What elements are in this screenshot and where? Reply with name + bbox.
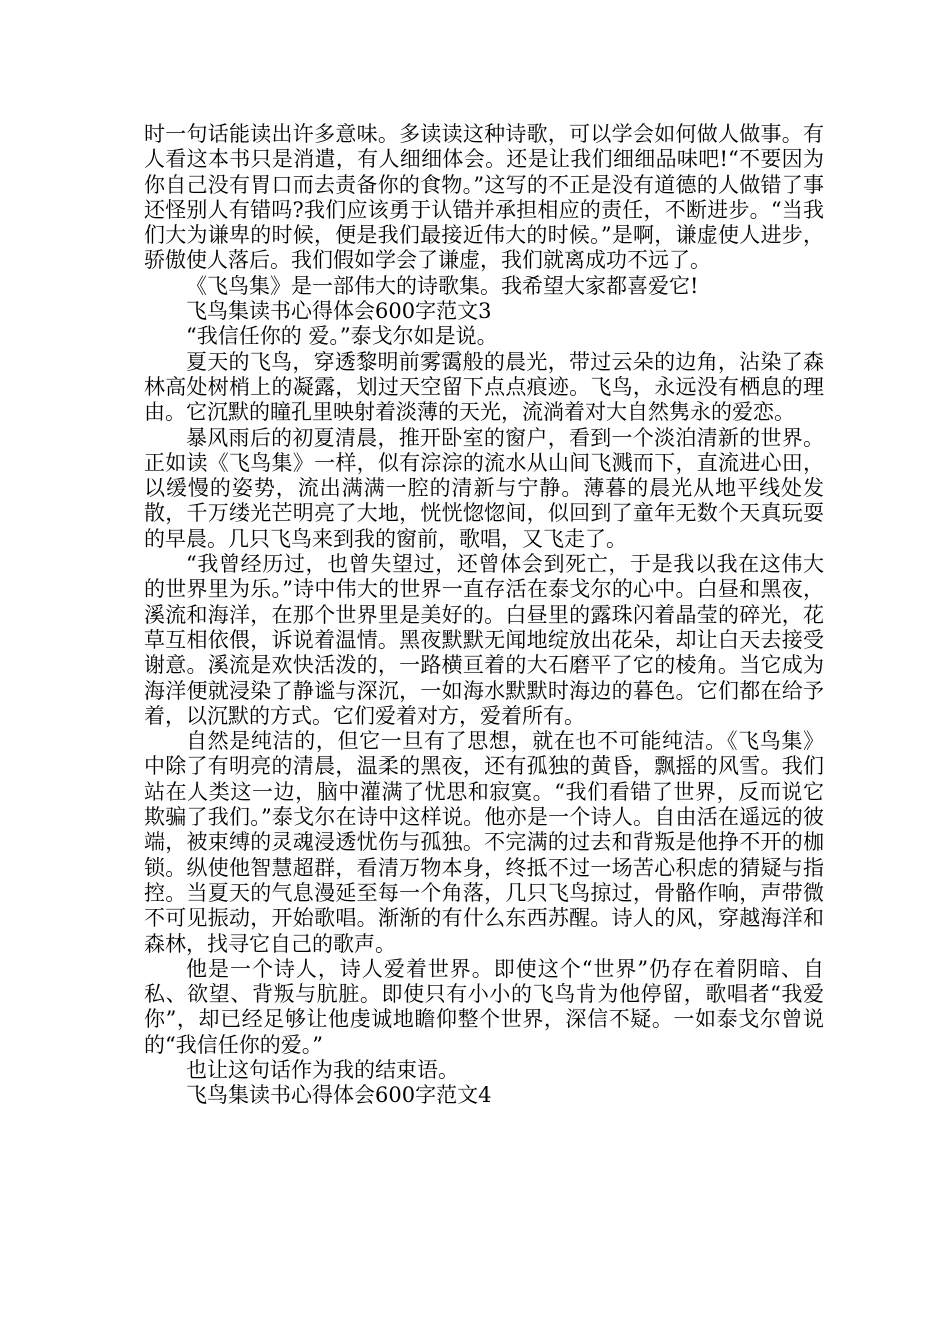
document-body <box>144 122 824 1109</box>
paragraph-7: “我曾经历过，也曾失望过，还曾体会到死亡，于是我以我在这伟大的世界里为乐。”诗中伟大的世界一直存活在泰戈尔的心中。白昼和黑夜，溪流和海洋，在那个世界里是美好的。白昼里的露珠闪着晶莹的碎光，花草互相依偎，诉说着温情。黑夜默默无闻地绽放出花朵，却让白天去接受谢意。溪流是欢快活泼的，一路横亘着的大石磨平了它的棱角。当它成为海洋便就浸染了静谧与深沉，一如海水默默时海边的暮色。它们都在给予着，以沉默的方式。它们爱着对方，爱着所有。 <box>144 552 824 728</box>
paragraph-8: 自然是纯洁的，但它一旦有了思想，就在也不可能纯洁。《飞鸟集》中除了有明亮的清晨，温柔的黑夜，还有孤独的黄昏，飘摇的风雪。我们站在人类这一边，脑中灌满了忧思和寂寞。“我们看错了世界，反而说它欺骗了我们。”泰戈尔在诗中这样说。他亦是一个诗人。自由活在遥远的彼端，被束缚的灵魂浸透忧伤与孤独。不完满的过去和背叛是他挣不开的枷锁。纵使他智慧超群，看清万物本身，终抵不过一场苦心积虑的猜疑与指控。当夏天的气息漫延至每一个角落，几只飞鸟掠过，骨骼作响，声带微不可见振动，开始歌唱。渐渐的有什么东西苏醒。诗人的风，穿越海洋和森林，找寻它自己的歌声。 <box>144 729 824 956</box>
paragraph-10: 也让这句话作为我的结束语。 <box>186 1057 459 1082</box>
paragraph-9: 他是一个诗人，诗人爱着世界。即使这个“世界”仍存在着阴暗、自私、欲望、背叛与肮脏。即使只有小小的飞鸟肯为他停留，歌唱者“我爱你”，却已经足够让他虔诚地瞻仰整个世界，深信不疑。一如泰戈尔曾说的“我信任你的爱。” <box>144 956 824 1057</box>
paragraph-quote: “我信任你的 爱。”泰戈尔如是说。 <box>186 324 498 349</box>
paragraph-5: 夏天的飞鸟，穿透黎明前雾霭般的晨光，带过云朵的边角，沾染了森林高处树梢上的凝露，划过天空留下点点痕迹。飞鸟，永远没有栖息的理由。它沉默的瞳孔里映射着淡薄的天光，流淌着对大自然隽永的爱恋。 <box>144 349 824 425</box>
section-heading-4: 飞鸟集读书心得体会600字范文4 <box>186 1083 492 1108</box>
paragraph-6: 暴风雨后的初夏清晨，推开卧室的窗户，看到一个淡泊清新的世界。正如读《飞鸟集》一样，似有淙淙的流水从山间飞溅而下，直流进心田，以缓慢的姿势，流出满满一腔的清新与宁静。薄暮的晨光从地平线处发散，千万缕光芒明亮了大地，恍恍惚惚间，似回到了童年无数个天真玩耍的早晨。几只飞鸟来到我的窗前，歌唱，又飞走了。 <box>144 425 824 551</box>
paragraph-2: 《飞鸟集》是一部伟大的诗歌集。我希望大家都喜爱它! <box>186 273 699 298</box>
paragraph-1: 时一句话能读出许多意味。多读读这种诗歌，可以学会如何做人做事。有人看这本书只是消遣，有人细细体会。还是让我们细细品味吧!“不要因为你自己没有胃口而去责备你的食物。”这写的不正是没有道德的人做错了事还怪别人有错吗?我们应该勇于认错并承担相应的责任，不断进步。“当我们大为谦卑的时候，便是我们最接近伟大的时候。”是啊，谦虚使人进步，骄傲使人落后。我们假如学会了谦虚，我们就离成功不远了。 <box>144 122 824 273</box>
section-heading-3: 飞鸟集读书心得体会600字范文3 <box>186 299 492 324</box>
